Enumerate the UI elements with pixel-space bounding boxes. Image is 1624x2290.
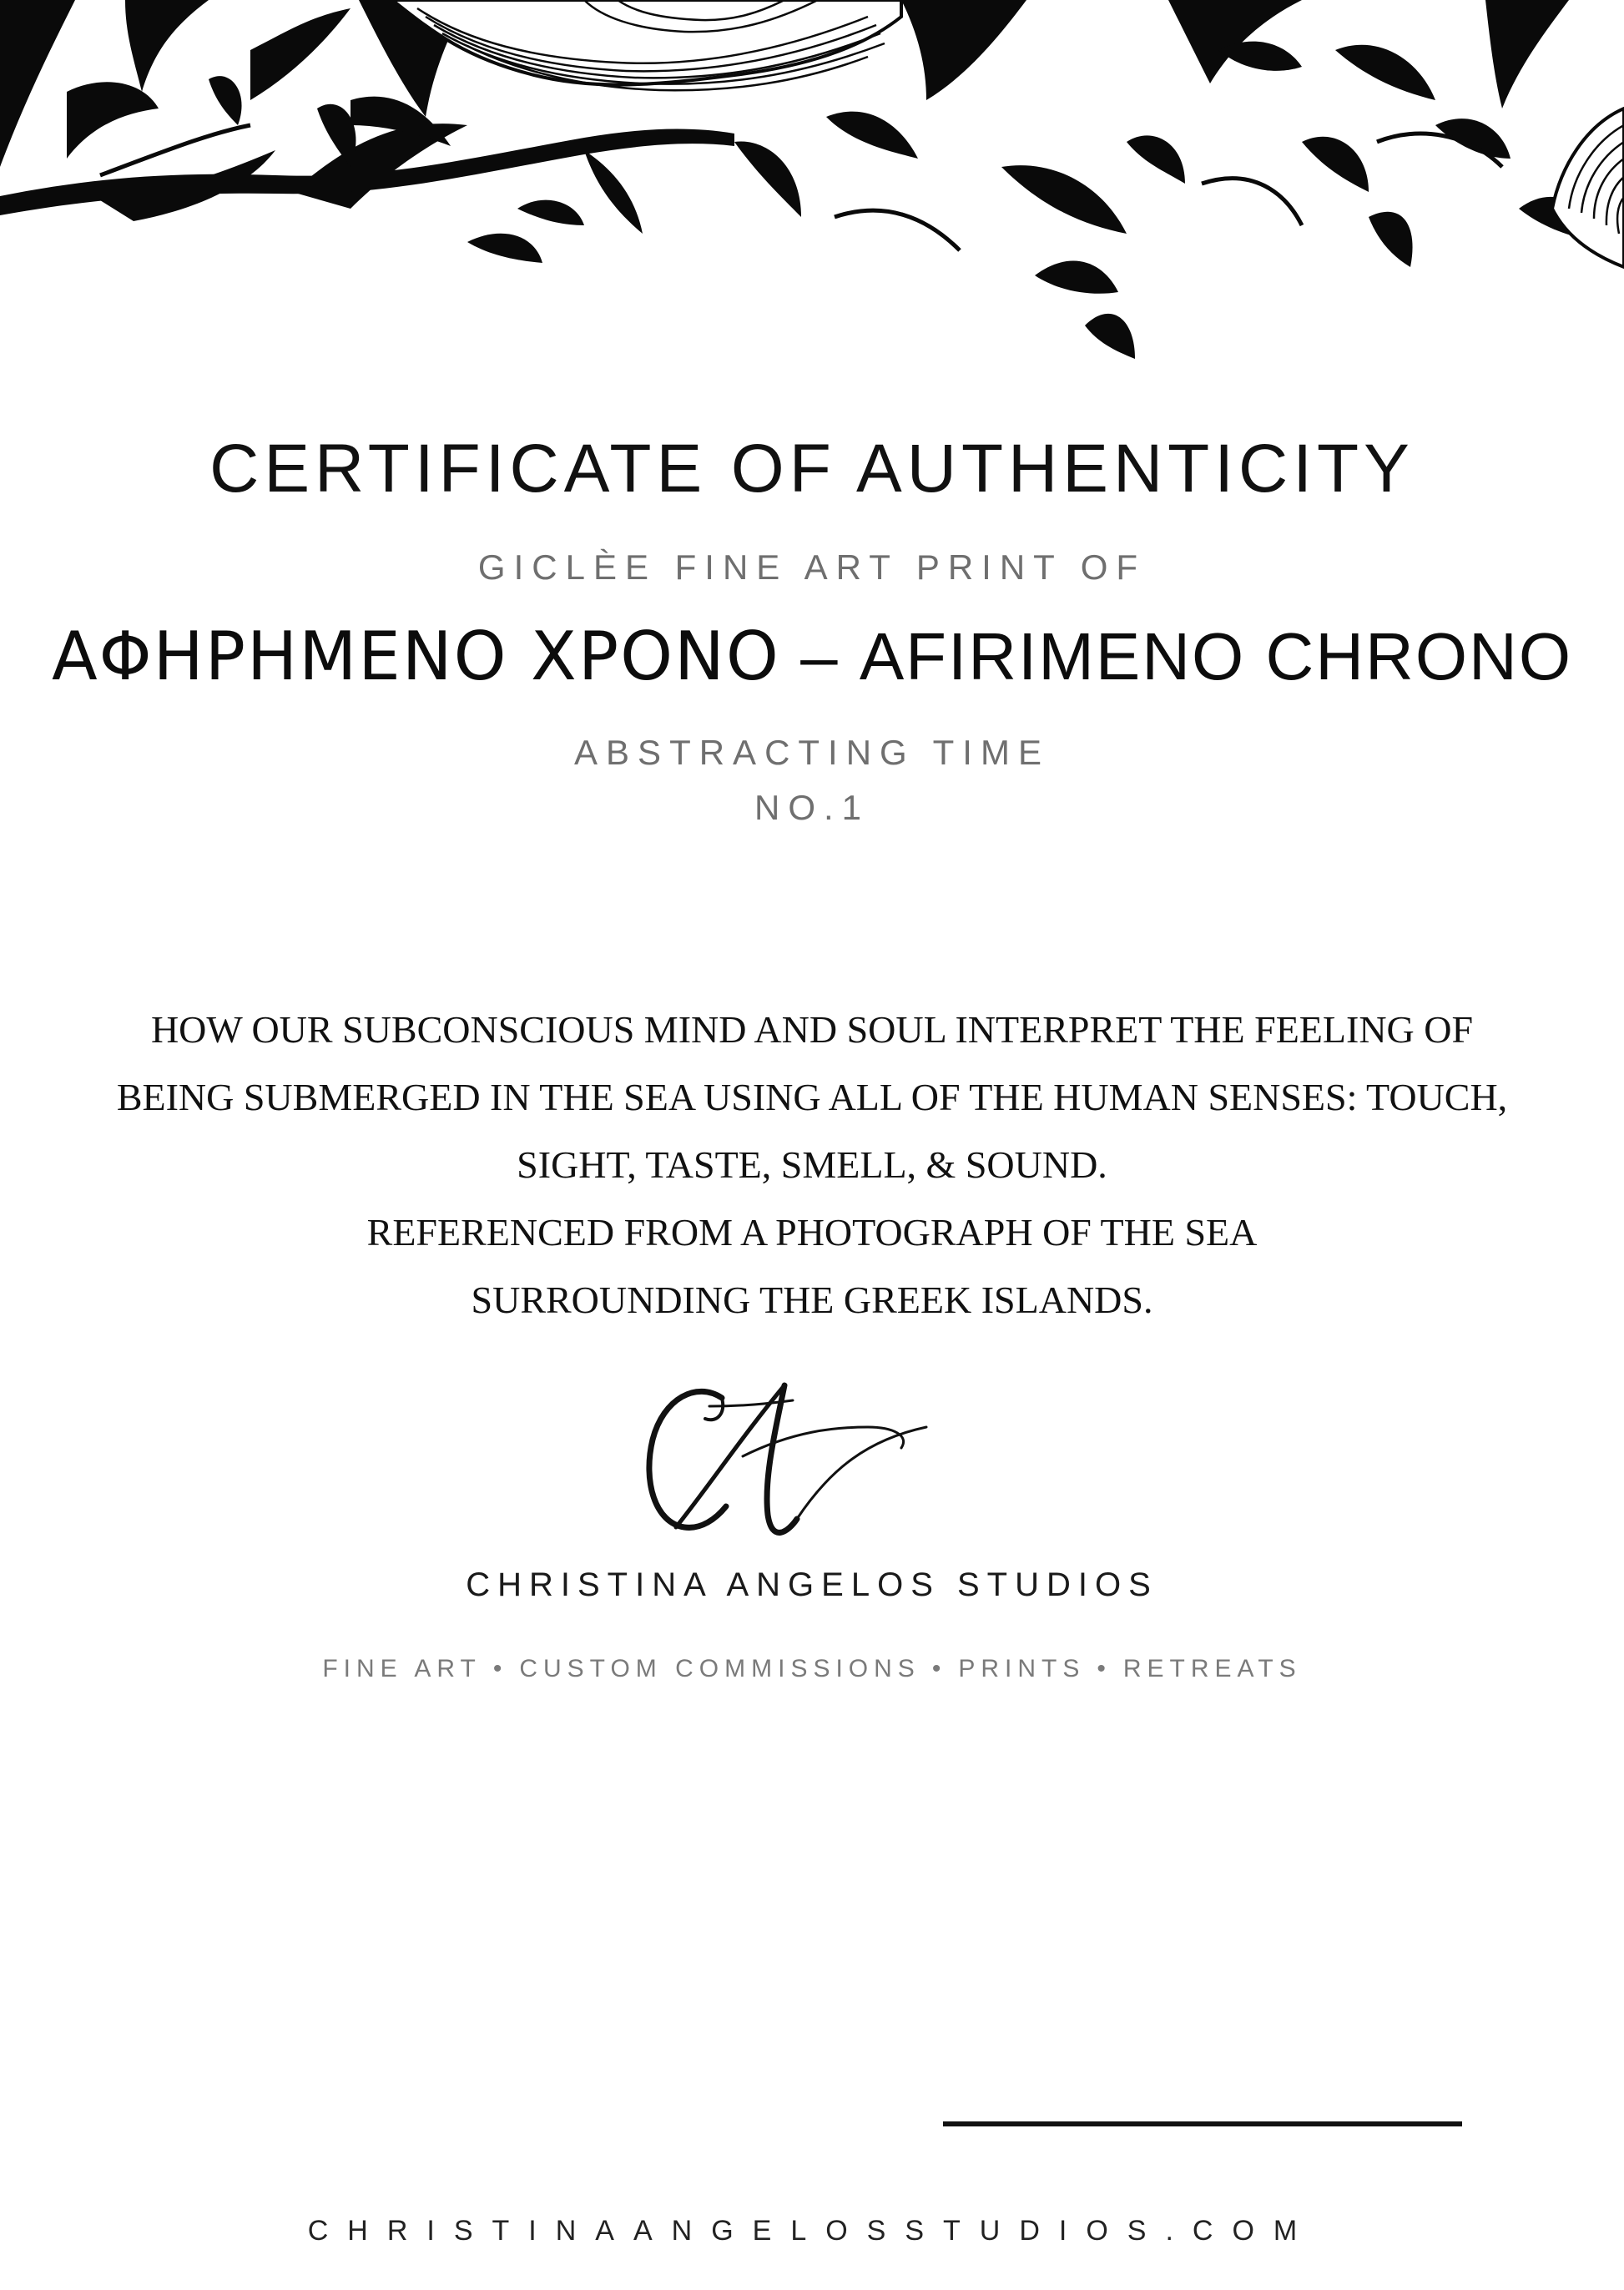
service-separator: • — [492, 1655, 508, 1682]
artwork-title — [0, 618, 1624, 695]
studio-monogram-logo — [618, 1369, 1001, 1561]
signature-line — [943, 2121, 1462, 2126]
service-separator: • — [931, 1655, 947, 1682]
description-line: BEING SUBMERGED IN THE SEA USING ALL OF THE HUMAN SENSES: TOUCH, — [116, 1076, 1508, 1118]
description-line: REFERENCED FROM A PHOTOGRAPH OF THE SEA — [366, 1211, 1258, 1253]
artwork-title-greek: ΑΦΗΡΗΜΕΝΟ ΧΡΟΝΟ — [51, 618, 780, 695]
studio-services — [0, 1655, 1624, 1683]
abstract-ink-artwork — [0, 0, 1624, 376]
service-item: PRINTS — [958, 1655, 1086, 1682]
artwork-subtitle: ABSTRACTING TIME — [574, 733, 1050, 772]
description-line: SURROUNDING THE GREEK ISLANDS. — [471, 1279, 1153, 1321]
certificate-subtitle: GICLÈE FINE ART PRINT OF — [477, 547, 1147, 587]
studio-website: CHRISTINAANGELOSSTUDIOS.COM — [307, 2215, 1317, 2247]
service-item: CUSTOM COMMISSIONS — [519, 1655, 920, 1682]
service-item: RETREATS — [1122, 1655, 1302, 1682]
studio-name: CHRISTINA ANGELOS STUDIOS — [466, 1566, 1158, 1603]
description-line: SIGHT, TASTE, SMELL, & SOUND. — [517, 1143, 1107, 1186]
artwork-number: NO.1 — [754, 788, 870, 827]
certificate-title: CERTIFICATE OF AUTHENTICITY — [209, 431, 1415, 507]
artwork-title-latin: AFIRIMENO CHRONO — [859, 619, 1573, 694]
service-item: FINE ART — [322, 1655, 482, 1682]
artwork-title-separator: – — [800, 619, 840, 694]
artwork-description — [83, 996, 1541, 1334]
description-line: HOW OUR SUBCONSCIOUS MIND AND SOUL INTERPRET THE FEELING OF — [150, 1008, 1474, 1051]
service-separator: • — [1097, 1655, 1112, 1682]
